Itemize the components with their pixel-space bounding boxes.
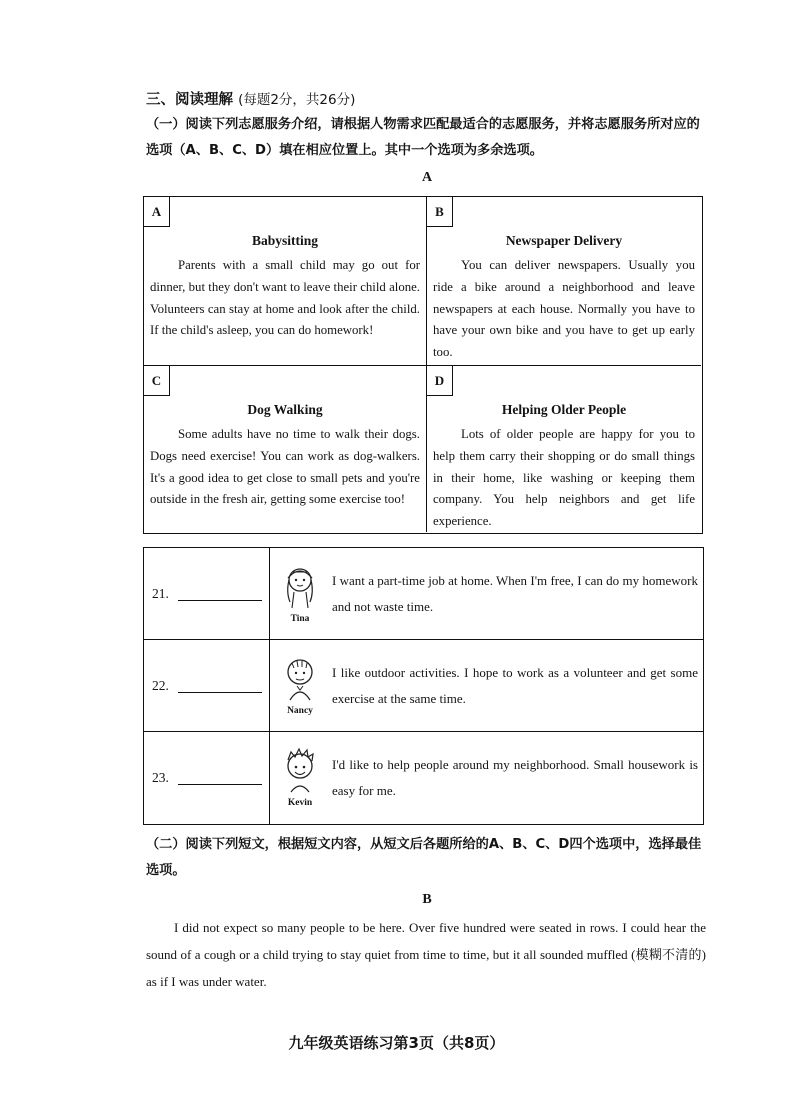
question-number: 21. <box>152 586 169 601</box>
service-title: Babysitting <box>251 233 319 248</box>
service-text: Lots of older people are happy for you to help them carry their shopping or do small things in their home, like washing or keeping them company. You help neighbors and get life experience. <box>433 427 695 529</box>
service-card-c <box>144 366 427 532</box>
matching-table <box>143 547 704 825</box>
service-tag: C <box>144 366 170 396</box>
service-tag: B <box>427 197 453 227</box>
person-need: I want a part-time job at home. When I'm free, I can do my homework and not waste time. <box>332 573 698 614</box>
person-cell <box>270 640 330 731</box>
service-text: You can deliver newspapers. Usually you ride a bike around a neighborhood and leave newspapers at each house. Normally you have to have your own bike and you have to get up early too. <box>433 258 695 360</box>
service-tag: D <box>427 366 453 396</box>
person-need: I like outdoor activities. I hope to work as a volunteer and get some exercise at the same time. <box>332 665 698 706</box>
person-cell <box>270 548 330 639</box>
part1-instruction: （一）阅读下列志愿服务介绍，请根据人物需求匹配最适合的志愿服务，并将志愿服务所对应的选项（A、B、C、D）填在相应位置上。其中一个选项为多余选项。 <box>146 117 700 158</box>
service-title: Newspaper Delivery <box>505 233 623 248</box>
answer-blank[interactable] <box>178 692 262 693</box>
passage-letter-a: A <box>421 170 433 185</box>
answer-cell <box>144 548 270 639</box>
answer-blank[interactable] <box>178 784 262 785</box>
section-heading: 三、阅读理解 <box>146 92 233 108</box>
passage-paragraph: I did not expect so many people to be here. Over five hundred were seated in rows. I could hear the sound of a cough or a child trying to stay quiet from time to time, but it all sounded muffled (模糊不清的) as if I was under water. <box>146 920 706 989</box>
person-need: I'd like to help people around my neighborhood. Small housework is easy for me. <box>332 757 698 798</box>
question-number: 22. <box>152 678 169 693</box>
passage-letter-b: B <box>422 892 432 907</box>
service-card-b <box>427 197 701 366</box>
section-points: (每题2分，共26分) <box>238 92 356 108</box>
boy-avatar-icon <box>280 654 320 702</box>
service-grid <box>143 196 703 534</box>
girl-avatar-icon <box>280 562 320 610</box>
person-name: Kevin <box>287 798 313 808</box>
person-name: Nancy <box>287 706 313 716</box>
part2-instruction: （二）阅读下列短文，根据短文内容，从短文后各题所给的A、B、C、D四个选项中，选择最佳选项。 <box>146 837 702 878</box>
boy-spiky-avatar-icon <box>280 746 320 794</box>
service-title: Helping Older People <box>501 402 627 417</box>
answer-blank[interactable] <box>178 600 262 601</box>
matching-row <box>144 548 703 640</box>
service-title: Dog Walking <box>247 402 323 417</box>
person-cell <box>270 732 330 824</box>
page-footer: 九年级英语练习第3页（共8页） <box>288 1034 505 1052</box>
answer-cell <box>144 732 270 824</box>
service-text: Some adults have no time to walk their dogs. Dogs need exercise! You can work as dog-walkers. It's a good idea to get close to small pets and you're outside in the fresh air, getting some exercise too! <box>150 427 420 507</box>
question-number: 23. <box>152 770 169 785</box>
matching-row <box>144 640 703 732</box>
service-card-d <box>427 366 701 532</box>
service-card-a <box>144 197 427 366</box>
answer-cell <box>144 640 270 731</box>
service-tag: A <box>144 197 170 227</box>
matching-row <box>144 732 703 824</box>
person-name: Tina <box>290 614 310 624</box>
service-text: Parents with a small child may go out for dinner, but they don't want to leave their child alone. Volunteers can stay at home and look after the child. If the child's asleep, you can do homework! <box>150 258 420 338</box>
section-title <box>146 88 355 109</box>
